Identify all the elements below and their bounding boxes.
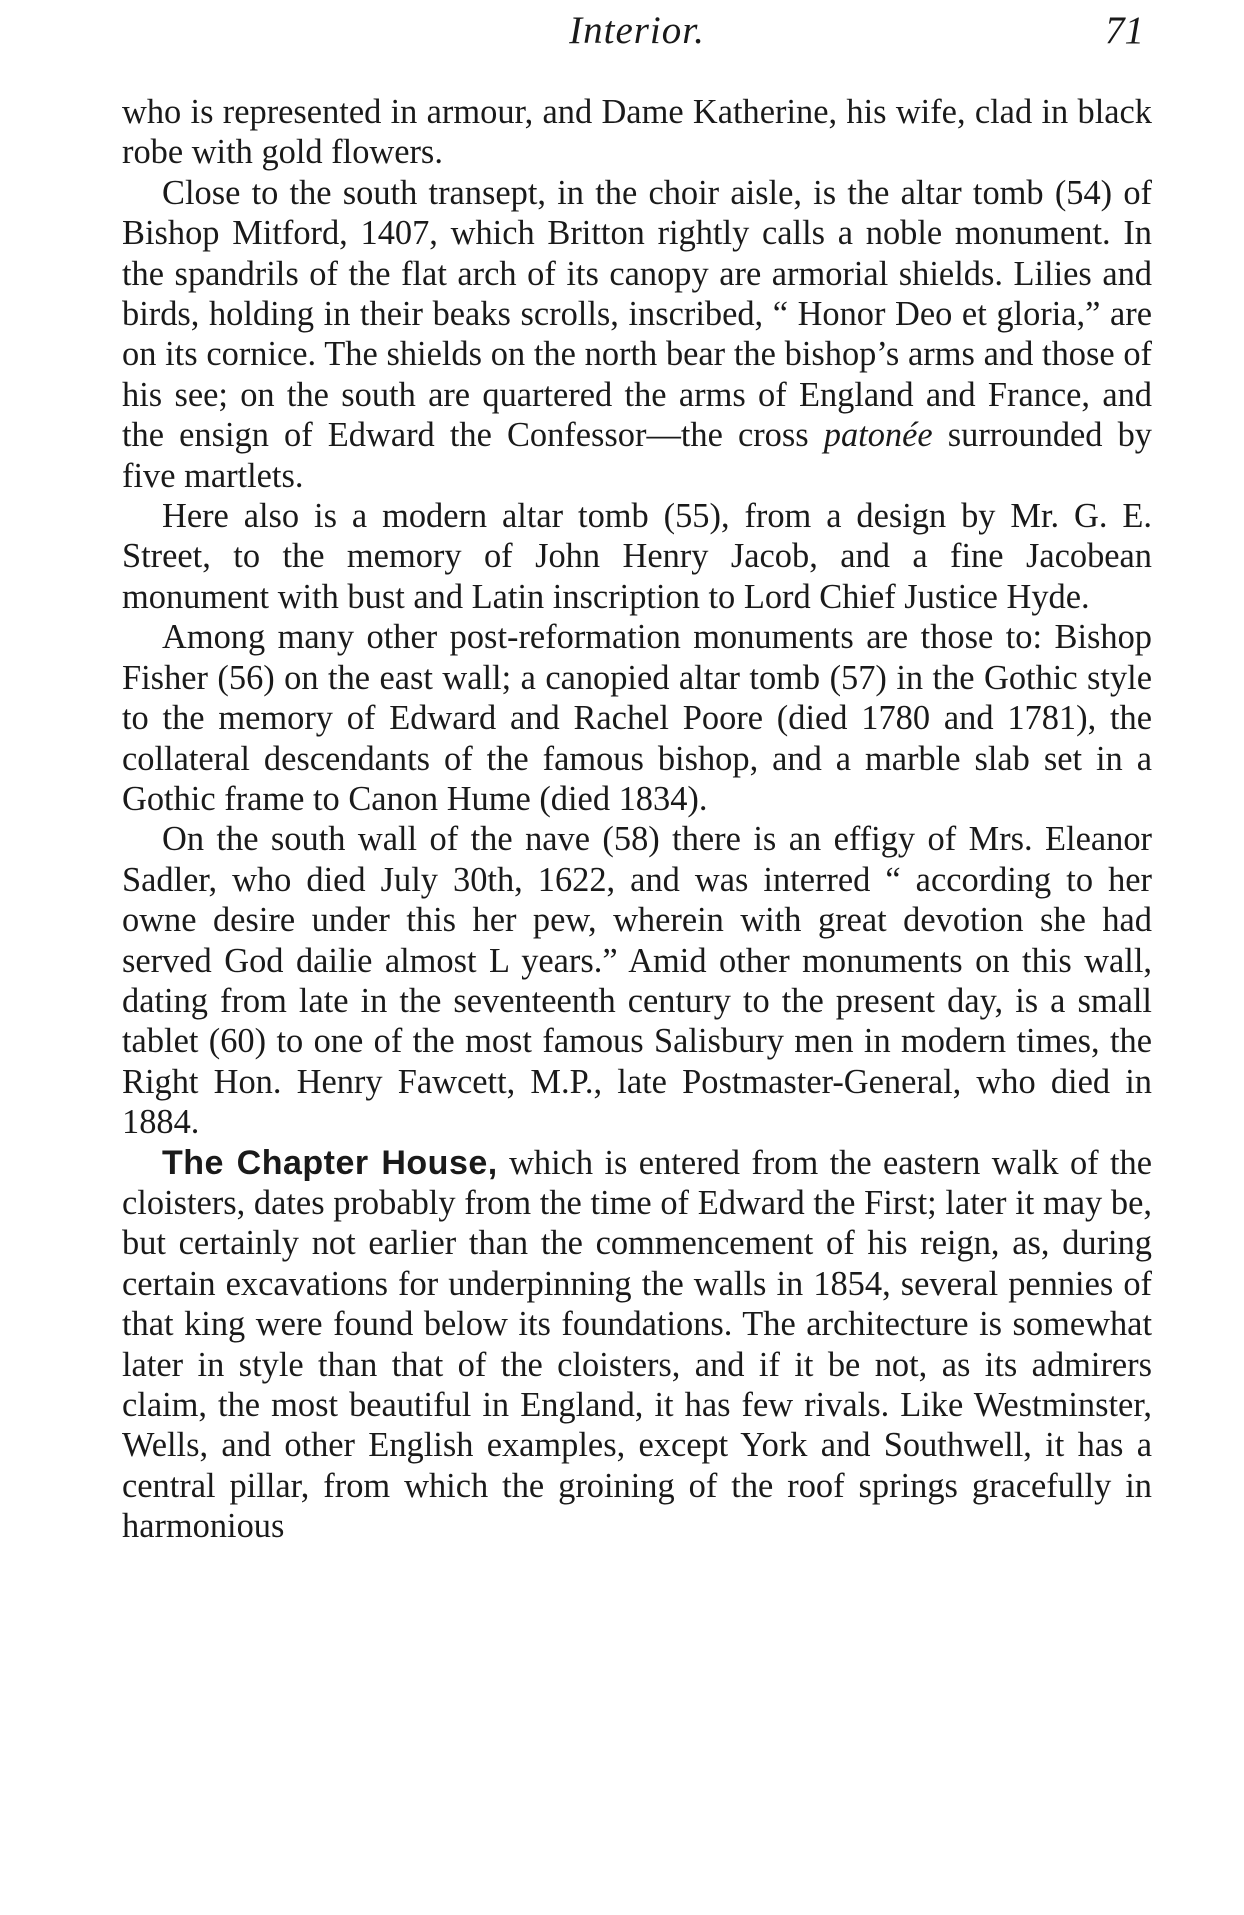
paragraph-text: Close to the south transept, in the choir aisle, is the altar tomb (54) of Bishop Mitford, 1407, which Britton rightly calls a noble monument. In the spandrils of the flat arch of its canopy are armorial shields. Lilies and birds, holding in their beaks scrolls, inscribed, “ Honor Deo et gloria,” are on its cornice. The shields on the north bear the bishop’s arms and those of his see; on the south are quartered the arms of England and France, and the ensign of Edward the Confessor—the cross: [122, 173, 1152, 455]
paragraph-south-wall: [122, 819, 1152, 1142]
paragraph-text: who is represented in armour, and Dame Katherine, his wife, clad in black robe with gold flowers.: [122, 93, 1152, 172]
body-text: [122, 92, 1152, 1547]
section-heading: The Chapter House,: [162, 1143, 498, 1182]
paragraph-chapter-house: [122, 1143, 1152, 1547]
paragraph-text-tail: surrounded by five martlets.: [122, 416, 1152, 495]
page-number: 71: [1105, 9, 1144, 52]
paragraph-post-reformation: [122, 617, 1152, 819]
italic-term: patonée: [823, 416, 933, 455]
paragraph-text: Here also is a modern altar tomb (55), from a design by Mr. G. E. Street, to the memory of John Henry Jacob, and a fine Jacobean monument with bust and Latin inscription to Lord Chief Justice Hyde.: [122, 497, 1152, 616]
paragraph-mitford-tomb: [122, 173, 1152, 496]
paragraph-text: Among many other post-reformation monuments are those to: Bishop Fisher (56) on the east wall; a canopied altar tomb (57) in the Gothic style to the memory of Edward and Rachel Poore (died 1780 and 1781), the collateral descendants of the famous bishop, and a marble slab set in a Gothic frame to Canon Hume (died 1834).: [122, 618, 1152, 818]
paragraph-text: On the south wall of the nave (58) there is an effigy of Mrs. Eleanor Sadler, who died July 30th, 1622, and was interred “ according to her owne desire under this her pew, wherein with great devotion she had served God dailie almost L years.” Amid other monuments on this wall, dating from late in the seventeenth century to the present day, is a small tablet (60) to one of the most famous Salisbury men in modern times, the Right Hon. Henry Fawcett, M.P., late Postmaster-General, who died in 1884.: [122, 820, 1152, 1142]
paragraph-text: which is entered from the eastern walk of the cloisters, dates probably from the time of Edward the First; later it may be, but certainly not earlier than the commencement of his reign, as, during certain excavations for underpinning the walls in 1854, several pennies of that king were found below its foundations. The architecture is somewhat later in style than that of the cloisters, and if it be not, as its admirers claim, the most beautiful in England, it has few rivals. Like Westminster, Wells, and other English examples, except York and Southwell, it has a central pillar, from which the groining of the roof springs gracefully in harmonious: [122, 1143, 1152, 1546]
paragraph-jacob-tomb: [122, 496, 1152, 617]
running-head: [122, 6, 1152, 56]
paragraph-continued: [122, 92, 1152, 173]
running-title: Interior.: [569, 9, 705, 52]
